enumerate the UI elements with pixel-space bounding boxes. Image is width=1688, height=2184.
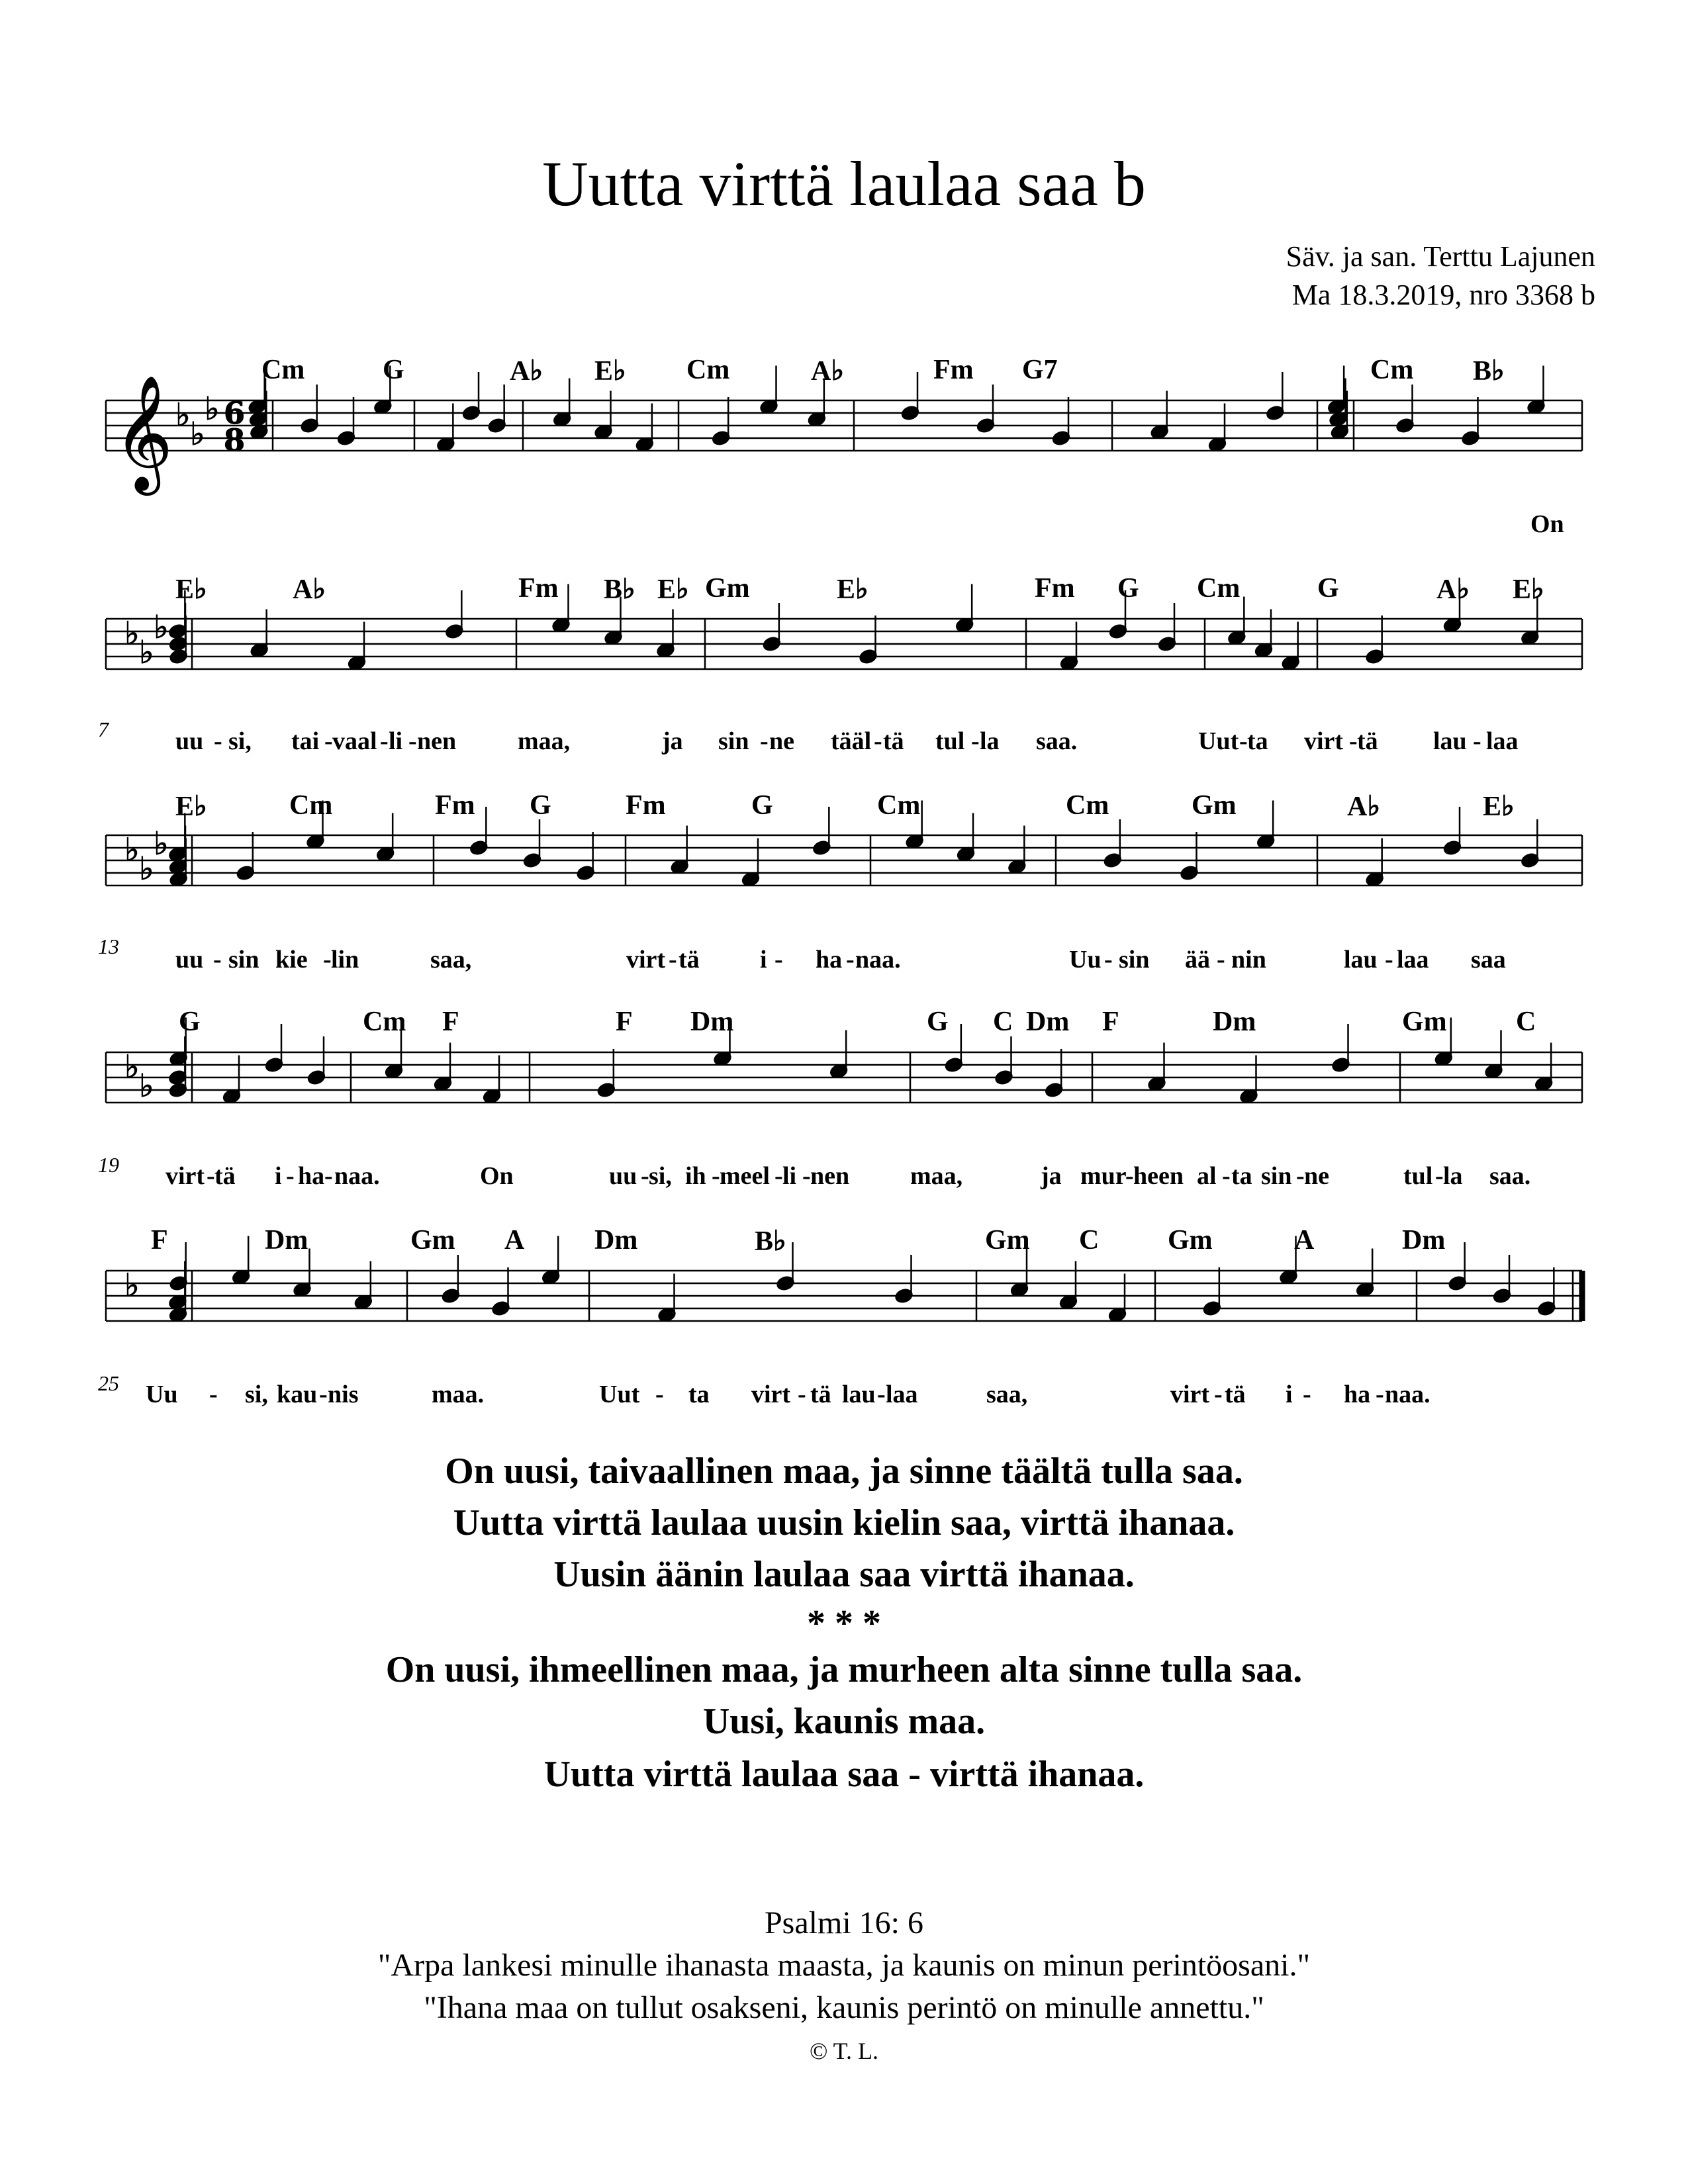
staff — [106, 835, 1582, 886]
lyric-syllable: ta — [688, 1381, 710, 1408]
chord-symbol: F — [616, 1007, 633, 1037]
lyric-hyphen: - — [1222, 1162, 1231, 1190]
lyric-hyphen: - — [207, 1162, 215, 1190]
time-signature-top: 6 — [224, 395, 246, 431]
lyric-syllable: tai — [291, 727, 320, 755]
chord-symbol: F — [442, 1007, 459, 1037]
psalm-quote-line: "Ihana maa on tullut osakseni, kaunis perintö on minulle annettu." — [424, 1990, 1264, 2025]
chord-symbol: E♭ — [594, 356, 626, 387]
lyric-syllable: lau — [842, 1381, 876, 1408]
chord-symbol: Cm — [1197, 573, 1241, 604]
lyric-syllable: saa. — [1489, 1162, 1531, 1190]
lyric-hyphen: - — [846, 946, 855, 974]
flat-sign: ♭ — [124, 831, 140, 869]
verse-separator: * * * — [807, 1603, 881, 1644]
chord-symbol: Gm — [410, 1225, 455, 1255]
chord-symbol: Dm — [1026, 1007, 1070, 1037]
lyric-syllable: sin — [1119, 946, 1150, 974]
lyric-syllable: sin — [1261, 1162, 1292, 1190]
measure-number: 7 — [98, 717, 109, 741]
lyric-hyphen: - — [1376, 1381, 1384, 1408]
lyric-syllable: li — [389, 727, 403, 755]
lyric-hyphen: - — [1239, 727, 1248, 755]
lyric-hyphen: - — [213, 946, 222, 974]
lyric-syllable: ha — [298, 1162, 325, 1190]
composer-credit: Säv. ja san. Terttu Lajunen — [1286, 240, 1595, 273]
chord-symbol: G — [1317, 573, 1339, 604]
lyric-syllable: kie — [275, 946, 308, 974]
lyric-syllable: si, — [228, 727, 252, 755]
lyric-hyphen: - — [774, 946, 783, 974]
lyric-hyphen: - — [874, 727, 882, 755]
chord-symbol: B♭ — [755, 1226, 786, 1257]
lyric-syllable: tä — [883, 727, 904, 755]
lyric-syllable: laa — [886, 1381, 918, 1408]
lyric-syllable: ja — [1041, 1162, 1062, 1190]
date-number-credit: Ma 18.3.2019, nro 3368 b — [1291, 279, 1595, 311]
lyric-hyphen: - — [1104, 946, 1113, 974]
chord-symbol: E♭ — [175, 792, 207, 822]
lyric-syllable: uu — [609, 1162, 637, 1190]
time-signature-bottom: 8 — [224, 422, 246, 458]
lyric-syllable: i — [275, 1162, 282, 1190]
flat-sign: ♭ — [124, 615, 140, 653]
lyric-hyphen: - — [1349, 727, 1358, 755]
chord-symbol: A♭ — [1347, 792, 1381, 822]
lyric-hyphen: - — [655, 1381, 664, 1408]
treble-clef-icon: 𝄞 — [114, 375, 173, 490]
lyric-syllable: la — [1443, 1162, 1463, 1190]
lyric-syllable: naa. — [1385, 1381, 1430, 1408]
lyric-syllable: ta — [1247, 727, 1268, 755]
lyric-syllable: ää — [1185, 946, 1210, 974]
lyric-syllable: tääl — [831, 727, 872, 755]
chord-symbol: A — [1294, 1225, 1315, 1255]
psalm-quote-line: "Arpa lankesi minulle ihanasta maasta, ja kaunis on minun perintöosani." — [377, 1948, 1311, 1983]
chord-symbol: Cm — [877, 790, 921, 821]
lyric-hyphen: - — [323, 946, 332, 974]
measure-number: 25 — [98, 1371, 119, 1395]
lyric-syllable: nin — [1231, 946, 1266, 974]
lyric-syllable: ha — [1344, 1381, 1371, 1408]
lyric-hyphen: - — [1296, 1162, 1305, 1190]
lyric-syllable: heen — [1133, 1162, 1184, 1190]
lyric-hyphen: - — [324, 727, 333, 755]
verse-line: Uutta virttä laulaa saa - virttä ihanaa. — [543, 1754, 1145, 1795]
lyric-hyphen: - — [1125, 1162, 1134, 1190]
verse-line: Uusin äänin laulaa saa virttä ihanaa. — [553, 1554, 1135, 1595]
lyric-syllable: Uut — [599, 1381, 640, 1408]
lyric-syllable: naa. — [334, 1162, 380, 1190]
chord-symbol: A♭ — [293, 574, 326, 605]
lyric-hyphen: - — [1303, 1381, 1311, 1408]
lyric-syllable: virt — [1304, 727, 1344, 755]
lyric-syllable: virt — [165, 1162, 205, 1190]
flat-sign: ♭ — [154, 825, 169, 862]
chord-symbol: E♭ — [1513, 574, 1544, 605]
flat-sign: ♭ — [124, 1267, 140, 1304]
lyric-syllable: laa — [1397, 946, 1429, 974]
lyric-hyphen: - — [798, 1381, 806, 1408]
chord-symbol: Cm — [686, 355, 730, 385]
lyric-syllable: saa. — [1036, 727, 1078, 755]
chord-symbol: Dm — [690, 1007, 734, 1037]
lyric-hyphen: - — [214, 727, 222, 755]
chord-symbol: Fm — [518, 573, 559, 604]
lyric-syllable: i — [760, 946, 767, 974]
lyric-syllable: lin — [331, 946, 359, 974]
chord-symbol: Cm — [363, 1007, 406, 1037]
lyric-hyphen: - — [319, 1381, 328, 1408]
lyric-syllable: Uu — [146, 1381, 178, 1408]
lyric-hyphen: - — [1435, 1162, 1444, 1190]
chord-symbol: Gm — [1192, 790, 1237, 821]
lyric-syllable: virt — [1170, 1381, 1210, 1408]
lyric-syllable: tä — [679, 946, 700, 974]
chord-symbol: G — [383, 355, 404, 385]
chord-symbol: G7 — [1022, 355, 1058, 385]
lyric-syllable: Uu — [1069, 946, 1102, 974]
chord-symbol: B♭ — [1473, 356, 1505, 387]
flat-sign: ♭ — [175, 396, 191, 434]
lyric-hyphen: - — [1214, 1381, 1223, 1408]
lyric-syllable: tä — [214, 1162, 236, 1190]
lyric-hyphen: - — [209, 1381, 218, 1408]
chord-symbol: F — [1102, 1007, 1119, 1037]
chord-symbol: Cm — [1370, 355, 1414, 385]
chord-symbol: Cm — [261, 355, 305, 385]
verse-line: Uutta virttä laulaa uusin kielin saa, virttä ihanaa. — [453, 1502, 1235, 1543]
lyric-hyphen: - — [408, 727, 417, 755]
chord-symbol: G — [179, 1007, 201, 1037]
lyric-syllable: virt — [626, 946, 666, 974]
lyric-syllable: meel — [720, 1162, 770, 1190]
chord-symbol: Gm — [705, 573, 750, 604]
chord-symbol: Dm — [1213, 1007, 1256, 1037]
lyric-syllable: kau — [277, 1381, 318, 1408]
lyric-hyphen: - — [324, 1162, 333, 1190]
lyric-hyphen: - — [1473, 727, 1481, 755]
lyric-syllable: lau — [1433, 727, 1467, 755]
lyric-syllable: sin — [228, 946, 259, 974]
lyric-syllable: maa, — [518, 727, 571, 755]
song-title: Uutta virttä laulaa saa b — [542, 148, 1146, 219]
lyric-syllable: la — [980, 727, 1000, 755]
staff — [106, 400, 1582, 451]
lyric-syllable: ne — [1304, 1162, 1329, 1190]
lyric-syllable: saa — [1471, 946, 1506, 974]
chord-symbol: A♭ — [811, 356, 845, 387]
lyric-syllable: lau — [1344, 946, 1378, 974]
chord-symbol: G — [927, 1007, 949, 1037]
lyric-hyphen: - — [760, 727, 769, 755]
chord-symbol: F — [151, 1225, 168, 1255]
lyric-hyphen: - — [877, 1381, 886, 1408]
chord-symbol: Fm — [1035, 573, 1075, 604]
lyric-hyphen: - — [286, 1162, 295, 1190]
psalm-reference: Psalmi 16: 6 — [764, 1905, 924, 1940]
lyric-syllable: On — [480, 1162, 514, 1190]
chord-symbol: Fm — [435, 790, 475, 821]
lyric-hyphen: - — [971, 727, 980, 755]
lyric-syllable: tä — [1357, 727, 1378, 755]
chord-symbol: Gm — [1168, 1225, 1213, 1255]
flat-sign: ♭ — [139, 634, 154, 671]
lyric-syllable: naa. — [855, 946, 901, 974]
lyric-syllable: virt — [751, 1381, 791, 1408]
lyric-hyphen: - — [380, 727, 389, 755]
flat-sign: ♭ — [205, 390, 220, 428]
flat-sign: ♭ — [139, 850, 154, 887]
verse-line: On uusi, taivaallinen maa, ja sinne täältä tulla saa. — [445, 1451, 1243, 1492]
flat-sign: ♭ — [154, 609, 169, 646]
lyric-syllable: i — [1286, 1381, 1293, 1408]
lyric-syllable: si, — [245, 1381, 268, 1408]
lyric-syllable: nen — [810, 1162, 850, 1190]
lyric-syllable: ha — [816, 946, 843, 974]
lyric-syllable: maa, — [910, 1162, 963, 1190]
chord-symbol: Cm — [1066, 790, 1109, 821]
lyric-hyphen: - — [1217, 946, 1225, 974]
staff — [106, 1052, 1582, 1103]
lyric-syllable: ta — [1231, 1162, 1252, 1190]
flat-sign: ♭ — [139, 1068, 154, 1105]
lyric-syllable: mur — [1080, 1162, 1127, 1190]
chord-symbol: Fm — [933, 355, 974, 385]
lyric-syllable: ne — [769, 727, 794, 755]
chord-symbol: Dm — [1402, 1225, 1446, 1255]
chord-symbol: G — [1117, 573, 1139, 604]
copyright-notice: © T. L. — [809, 2038, 878, 2064]
chord-symbol: Gm — [1402, 1007, 1447, 1037]
chord-symbol: E♭ — [175, 574, 207, 605]
chord-symbol: C — [1516, 1007, 1536, 1037]
lyric-syllable: uu — [175, 727, 204, 755]
lyric-syllable: Uut — [1198, 727, 1239, 755]
lyric-syllable: tul — [935, 727, 965, 755]
lyric-syllable: si, — [649, 1162, 672, 1190]
lyric-syllable: maa. — [432, 1381, 485, 1408]
lyric-syllable: uu — [175, 946, 204, 974]
lyric-syllable: ih — [685, 1162, 706, 1190]
chord-symbol: Cm — [289, 790, 333, 821]
lyric-hyphen: - — [641, 1162, 649, 1190]
lyric-syllable: nis — [328, 1381, 359, 1408]
chord-symbol: Fm — [626, 790, 666, 821]
staff — [106, 619, 1582, 669]
chord-symbol: E♭ — [837, 574, 868, 605]
verse-line: On uusi, ihmeellinen maa, ja murheen alta sinne tulla saa. — [385, 1649, 1303, 1690]
lyric-syllable: al — [1197, 1162, 1217, 1190]
chord-symbol: A — [504, 1225, 525, 1255]
lyric-syllable: sin — [718, 727, 749, 755]
lyric-syllable: saa, — [430, 946, 472, 974]
chord-symbol: G — [751, 790, 773, 821]
lyric-syllable: tä — [810, 1381, 831, 1408]
flat-sign: ♭ — [124, 1048, 140, 1086]
verse-line: Uusi, kaunis maa. — [702, 1701, 986, 1742]
lyric-syllable: nen — [417, 727, 457, 755]
chord-symbol: Dm — [594, 1225, 638, 1255]
flat-sign: ♭ — [190, 416, 205, 453]
lyric-syllable: vaal — [332, 727, 377, 755]
lyric-hyphen: - — [774, 1162, 783, 1190]
chord-symbol: Gm — [985, 1225, 1030, 1255]
chord-symbol: A♭ — [1436, 574, 1470, 605]
lyric-syllable: On — [1530, 510, 1564, 538]
chord-symbol: E♭ — [1483, 792, 1515, 822]
chord-symbol: A♭ — [510, 356, 543, 387]
lyric-syllable: laa — [1486, 727, 1519, 755]
measure-number: 19 — [98, 1153, 119, 1177]
lyric-syllable: tul — [1403, 1162, 1433, 1190]
chord-symbol: B♭ — [604, 574, 635, 605]
lyric-hyphen: - — [802, 1162, 811, 1190]
chord-symbol: Dm — [265, 1225, 308, 1255]
chord-symbol: G — [530, 790, 551, 821]
lyric-hyphen: - — [712, 1162, 720, 1190]
lyric-hyphen: - — [669, 946, 677, 974]
lyric-hyphen: - — [1385, 946, 1393, 974]
lyric-syllable: saa, — [986, 1381, 1028, 1408]
chord-symbol: C — [1079, 1225, 1100, 1255]
lyric-syllable: li — [782, 1162, 797, 1190]
lyric-syllable: tä — [1225, 1381, 1246, 1408]
lyric-syllable: ja — [662, 727, 683, 755]
chord-symbol: C — [993, 1007, 1013, 1037]
chord-symbol: E♭ — [657, 574, 689, 605]
measure-number: 13 — [98, 934, 119, 958]
